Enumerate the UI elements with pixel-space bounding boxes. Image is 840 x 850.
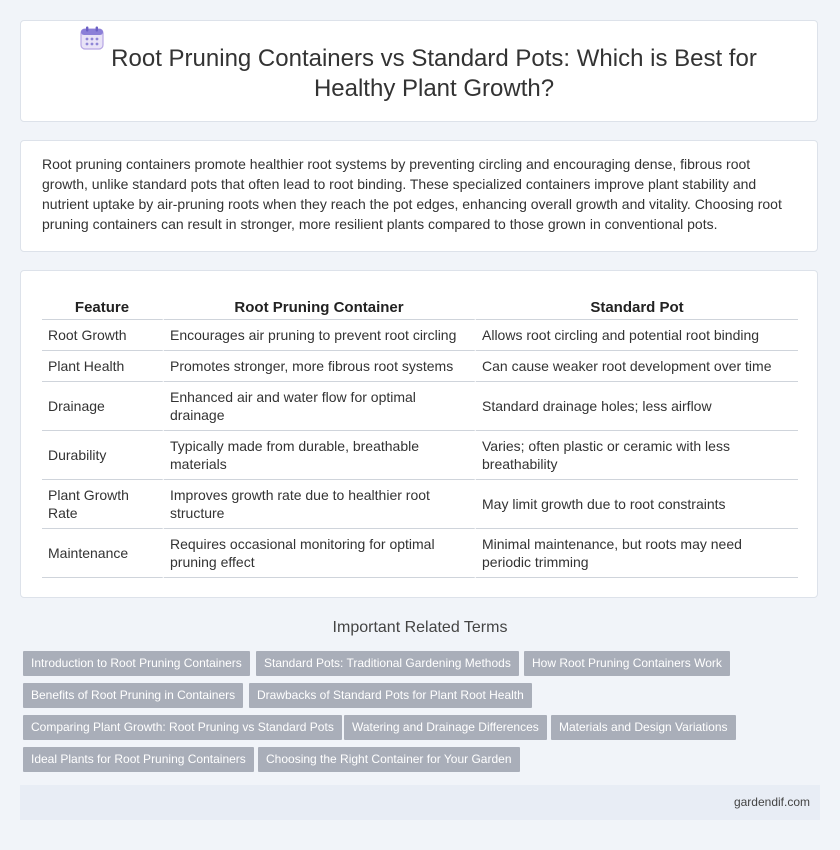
- standard-pot-cell: Minimal maintenance, but roots may need periodic trimming: [476, 529, 798, 578]
- header-root-pruning: Root Pruning Container: [164, 296, 476, 320]
- footer-site-link[interactable]: gardendif.com: [733, 795, 810, 809]
- table-row: [42, 351, 798, 382]
- table-header-row: [42, 296, 798, 320]
- standard-pot-cell: Standard drainage holes; less airflow: [476, 382, 798, 431]
- standard-pot-cell: Can cause weaker root development over time: [476, 351, 798, 382]
- header-card: [20, 20, 818, 122]
- feature-cell: Plant Health: [42, 351, 164, 382]
- table-row: [42, 480, 798, 529]
- root-pruning-cell: Typically made from durable, breathable materials: [164, 431, 476, 480]
- related-term-link[interactable]: Materials and Design Variations: [551, 715, 736, 740]
- comparison-table: [42, 296, 798, 578]
- feature-cell: Durability: [42, 431, 164, 480]
- intro-card: [20, 140, 818, 252]
- related-terms-heading: Important Related Terms: [332, 619, 508, 636]
- table-row: [42, 529, 798, 578]
- header-standard-pot: Standard Pot: [476, 296, 798, 320]
- table-row: [42, 382, 798, 431]
- standard-pot-cell: May limit growth due to root constraints: [476, 480, 798, 529]
- root-pruning-cell: Promotes stronger, more fibrous root systems: [164, 351, 476, 382]
- related-term-link[interactable]: Drawbacks of Standard Pots for Plant Root Health: [249, 683, 532, 708]
- related-term-link[interactable]: Watering and Drainage Differences: [344, 715, 547, 740]
- standard-pot-cell: Varies; often plastic or ceramic with less breathability: [476, 431, 798, 480]
- page-title: Root Pruning Containers vs Standard Pots: Which is Best for Healthy Plant Growth?: [111, 45, 757, 102]
- feature-cell: Plant Growth Rate: [42, 480, 164, 529]
- standard-pot-cell: Allows root circling and potential root binding: [476, 320, 798, 351]
- header-feature: Feature: [42, 296, 164, 320]
- root-pruning-cell: Improves growth rate due to healthier root structure: [164, 480, 476, 529]
- intro-paragraph: Root pruning containers promote healthier root systems by preventing circling and encouraging dense, fibrous root growth, unlike standard pots that often lead to root binding. These specialized containers improve plant stability and nutrient uptake by air-pruning roots when they reach the pot edges, enhancing overall growth and vitality. Choosing root pruning containers can result in stronger, more resilient plants compared to those grown in conventional pots.: [42, 156, 782, 232]
- table-row: [42, 431, 798, 480]
- related-term-link[interactable]: How Root Pruning Containers Work: [524, 651, 730, 676]
- root-pruning-cell: Enhanced air and water flow for optimal drainage: [164, 382, 476, 431]
- comparison-card: [20, 270, 818, 598]
- related-term-link[interactable]: Choosing the Right Container for Your Garden: [258, 747, 520, 772]
- footer: [20, 785, 820, 820]
- root-pruning-cell: Requires occasional monitoring for optimal pruning effect: [164, 529, 476, 578]
- feature-cell: Root Growth: [42, 320, 164, 351]
- related-term-link[interactable]: Ideal Plants for Root Pruning Containers: [23, 747, 254, 772]
- related-term-link[interactable]: Comparing Plant Growth: Root Pruning vs Standard Pots: [23, 715, 342, 740]
- feature-cell: Drainage: [42, 382, 164, 431]
- feature-cell: Maintenance: [42, 529, 164, 578]
- related-term-link[interactable]: Standard Pots: Traditional Gardening Methods: [256, 651, 519, 676]
- root-pruning-cell: Encourages air pruning to prevent root circling: [164, 320, 476, 351]
- table-row: [42, 320, 798, 351]
- related-term-link[interactable]: Benefits of Root Pruning in Containers: [23, 683, 243, 708]
- related-term-link[interactable]: Introduction to Root Pruning Containers: [23, 651, 250, 676]
